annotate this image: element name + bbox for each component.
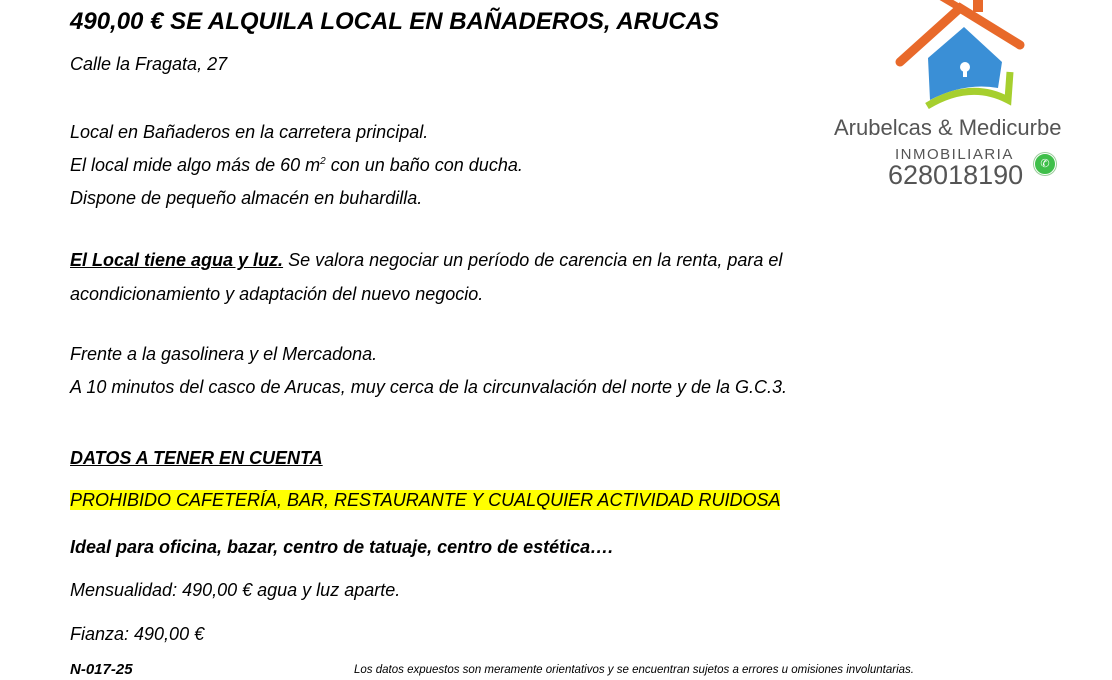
bath-text: con un baño con ducha. xyxy=(325,155,523,175)
description-line xyxy=(70,155,523,176)
services-line: acondicionamiento y adaptación del nuevo negocio. xyxy=(70,284,484,304)
services-bold: El Local tiene agua y luz. xyxy=(70,250,284,270)
address: Calle la Fragata, 27 xyxy=(70,54,228,74)
brand-name: Arubelcas & Medicurbe xyxy=(834,115,1062,140)
size-text: El local mide algo más de 60 m xyxy=(70,155,321,175)
whatsapp-icon: ✆ xyxy=(1034,153,1056,175)
monthly-rent: Mensualidad: 490,00 € agua y luz aparte. xyxy=(70,580,401,600)
disclaimer: Los datos expuestos son meramente orientativos y se encuentran sujetos a errores u omisiones involuntarias. xyxy=(354,664,914,676)
location-line: A 10 minutos del casco de Arucas, muy cerca de la circunvalación del norte y de la G.C.3. xyxy=(70,377,788,397)
phone-number: 628018190 xyxy=(888,160,1024,190)
notes-heading: DATOS A TENER EN CUENTA xyxy=(70,448,323,468)
description-line: Dispone de pequeño almacén en buhardilla. xyxy=(70,188,423,208)
prohibited-notice: PROHIBIDO CAFETERÍA, BAR, RESTAURANTE Y CUALQUIER ACTIVIDAD RUIDOSA xyxy=(70,490,781,510)
superscript: 2 xyxy=(320,156,326,167)
services-line xyxy=(70,250,782,271)
brand-subtitle: INMOBILIARIA xyxy=(895,146,1014,163)
ideal-uses: Ideal para oficina, bazar, centro de tatuaje, centro de estética…. xyxy=(70,537,614,557)
description-line: Local en Bañaderos en la carretera principal. xyxy=(70,122,429,142)
services-text: Se valora negociar un período de carencia en la renta, para el xyxy=(283,250,783,270)
location-line: Frente a la gasolinera y el Mercadona. xyxy=(70,344,378,364)
listing-title: 490,00 € SE ALQUILA LOCAL EN BAÑADEROS, ARUCAS xyxy=(70,8,719,35)
reference-code: N-017-25 xyxy=(70,661,133,678)
deposit: Fianza: 490,00 € xyxy=(70,624,205,644)
